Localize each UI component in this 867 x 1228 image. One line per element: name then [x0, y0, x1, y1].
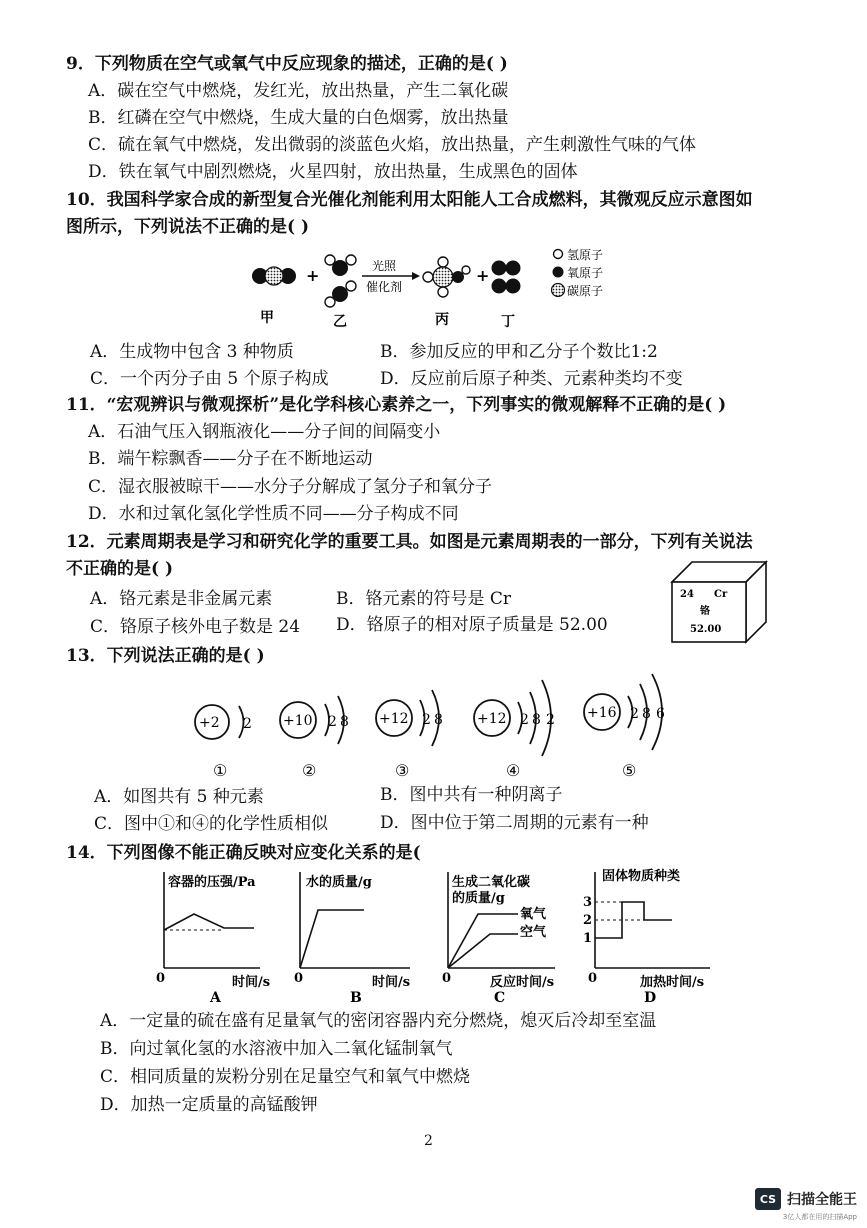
legend-oxygen: 氧原子 [567, 266, 604, 280]
q9-option-d: D．铁在氧气中剧烈燃烧，火星四射，放出热量，生成黑色的固体 [88, 162, 578, 182]
graph-c-series-air: 空气 [520, 925, 547, 940]
q9-option-b: B．红磷在空气中燃烧，生成大量的白色烟雾，放出热量 [88, 108, 509, 128]
atom5-label: ⑤ [622, 761, 637, 780]
atom3-shell1: 2 [422, 712, 431, 728]
graph-d-ylabel: 固体物质种类 [602, 869, 681, 884]
graph-d-tick-1: 1 [583, 931, 593, 946]
atomic-number: 24 [680, 589, 694, 600]
element-symbol: Cr [714, 589, 728, 600]
atom3-nucleus: +12 [379, 711, 409, 727]
q11-option-d: D．水和过氧化氢化学性质不同——分子构成不同 [88, 504, 459, 524]
atom2-shell2: 8 [340, 714, 349, 730]
graph-a-xlabel: 时间/s [232, 975, 271, 990]
oxygen-legend-icon [553, 267, 564, 278]
q9-option-a: A．碳在空气中燃烧，发红光，放出热量，产生二氧化碳 [88, 81, 509, 101]
q11-stem: 11．“宏观辨识与微观探析”是化学科核心素养之一，下列事实的微观解释不正确的是( ) [66, 395, 727, 415]
q14-stem: 14．下列图像不能正确反映对应变化关系的是( [66, 843, 421, 863]
camscanner-logo-icon: CS [755, 1188, 781, 1210]
molecule-ding [492, 261, 521, 294]
atom4-shell2: 8 [532, 712, 541, 728]
q14-option-a: A．一定量的硫在盛有足量氧气的密闭容器内充分燃烧，熄灭后冷却至室温 [100, 1011, 657, 1031]
graph-a-ylabel: 容器的压强/Pa [168, 875, 256, 890]
label-yi: 乙 [333, 314, 347, 330]
atom2-nucleus: +10 [283, 713, 313, 729]
q11-option-b: B．端午粽飘香——分子在不断地运动 [88, 449, 373, 469]
arrow-condition-light: 光照 [372, 259, 397, 273]
molecule-jia [252, 267, 296, 285]
graph-c-ylabel-line1: 生成二氧化碳 [452, 875, 531, 890]
scanner-watermark [755, 1188, 857, 1210]
label-ding: 丁 [501, 314, 515, 330]
graph-b-origin: 0 [294, 971, 304, 986]
atom1-label: ① [213, 761, 228, 780]
arrow-condition-catalyst: 催化剂 [366, 280, 403, 294]
q9-option-c: C．硫在氧气中燃烧，发出微弱的淡蓝色火焰，放出热量，产生刺激性气味的气体 [88, 135, 697, 155]
q11-option-c: C．湿衣服被晾干——水分子分解成了氢分子和氧分子 [88, 477, 493, 497]
graph-d-tick-2: 2 [583, 913, 593, 928]
label-jia: 甲 [260, 310, 274, 326]
q10-stem-line2: 图所示，下列说法不正确的是( ) [66, 217, 310, 237]
graph-d-origin: 0 [588, 971, 598, 986]
graph-b-xlabel: 时间/s [372, 975, 411, 990]
q13-option-a: A．如图共有 5 种元素 [94, 787, 264, 807]
q12-stem-line1: 12．元素周期表是学习和研究化学的重要工具。如图是元素周期表的一部分，下列有关说法 [66, 532, 753, 552]
graph-b-label: B [350, 990, 362, 1006]
atomic-structure-diagrams [190, 672, 680, 782]
atom4-nucleus: +12 [477, 711, 507, 727]
watermark-subtitle: 3亿人都在用的扫描App [782, 1213, 857, 1221]
molecule-bing [423, 257, 470, 297]
graph-c-label: C [494, 990, 506, 1006]
atom1-shell1: 2 [243, 716, 252, 732]
graph-b-ylabel: 水的质量/g [306, 875, 372, 890]
q9-stem: 9．下列物质在空气或氧气中反应现象的描述，正确的是( ) [66, 54, 508, 74]
graph-a-origin: 0 [156, 971, 166, 986]
q13-option-c: C．图中①和④的化学性质相似 [94, 814, 329, 834]
atom3-label: ③ [395, 761, 410, 780]
watermark-title: 扫描全能王 [787, 1192, 857, 1208]
graph-d-label: D [644, 990, 657, 1006]
graph-a-label: A [210, 990, 221, 1006]
plus-sign-1: + [306, 266, 320, 285]
element-cell-chromium [670, 560, 770, 645]
q10-stem-line1: 10．我国科学家合成的新型复合光催化剂能利用太阳能人工合成燃料，其微观反应示意图如 [66, 190, 753, 210]
q11-option-a: A．石油气压入钢瓶液化——分子间的间隔变小 [88, 422, 441, 442]
atom1-nucleus: +2 [199, 715, 220, 731]
q14-graphs [150, 862, 720, 1007]
atom-legend [552, 248, 604, 298]
graph-c-xlabel: 反应时间/s [490, 975, 555, 990]
atom3-shell2: 8 [434, 712, 443, 728]
legend-hydrogen: 氢原子 [567, 248, 604, 262]
q10-option-c: C．一个丙分子由 5 个原子构成 [90, 369, 329, 389]
q10-reaction-diagram [240, 246, 630, 332]
atom5-nucleus: +16 [587, 705, 617, 721]
q13-option-d: D．图中位于第二周期的元素有一种 [380, 813, 649, 833]
hydrogen-legend-icon [554, 250, 563, 259]
q10-option-a: A．生成物中包含 3 种物质 [90, 342, 294, 362]
element-name: 铬 [700, 606, 710, 617]
q14-option-c: C．相同质量的炭粉分别在足量空气和氧气中燃烧 [100, 1067, 471, 1087]
graph-c-ylabel-line2: 的质量/g [452, 891, 505, 906]
graph-c-series-oxygen: 氧气 [520, 907, 547, 922]
q12-option-a: A．铬元素是非金属元素 [90, 589, 273, 609]
molecule-yi [325, 255, 356, 307]
page-number: 2 [424, 1133, 433, 1149]
q13-option-b: B．图中共有一种阴离子 [380, 785, 563, 805]
graph-c-origin: 0 [442, 971, 452, 986]
q13-stem: 13．下列说法正确的是( ) [66, 646, 265, 666]
atomic-mass: 52.00 [690, 624, 722, 635]
label-bing: 丙 [435, 312, 449, 328]
atom2-label: ② [302, 761, 317, 780]
graph-d-tick-3: 3 [583, 895, 593, 910]
legend-carbon: 碳原子 [567, 284, 604, 298]
plus-sign-2: + [476, 266, 490, 285]
q14-option-d: D．加热一定质量的高锰酸钾 [100, 1095, 318, 1115]
carbon-legend-icon [552, 284, 565, 297]
atom4-shell3: 2 [546, 712, 555, 728]
atom4-shell1: 2 [520, 712, 529, 728]
q10-option-d: D．反应前后原子种类、元素种类均不变 [380, 369, 683, 389]
atom5-shell3: 6 [656, 706, 665, 722]
atom5-shell2: 8 [642, 706, 651, 722]
atom2-shell1: 2 [328, 714, 337, 730]
q12-option-b: B．铬元素的符号是 Cr [336, 589, 512, 609]
atom4-label: ④ [506, 761, 521, 780]
q14-option-b: B．向过氧化氢的水溶液中加入二氧化锰制氧气 [100, 1039, 453, 1059]
graph-d-xlabel: 加热时间/s [640, 975, 705, 990]
q12-stem-line2: 不正确的是( ) [66, 559, 174, 579]
q12-option-d: D．铬原子的相对原子质量是 52.00 [336, 615, 608, 635]
q10-option-b: B．参加反应的甲和乙分子个数比1:2 [380, 342, 658, 362]
q12-option-c: C．铬原子核外电子数是 24 [90, 617, 301, 637]
atom5-shell1: 2 [630, 706, 639, 722]
